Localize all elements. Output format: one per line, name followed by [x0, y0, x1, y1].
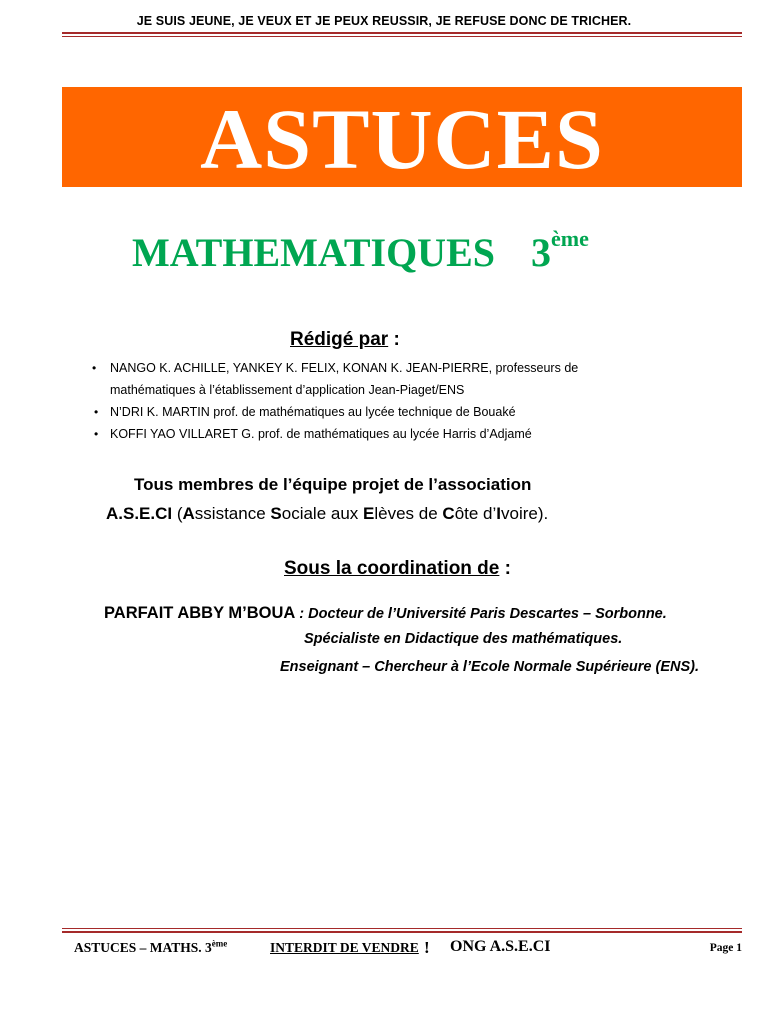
bullet-icon: •	[94, 405, 99, 419]
authors-heading	[290, 329, 400, 351]
author-item	[94, 404, 516, 420]
footer-rule-thin	[62, 928, 742, 929]
footer-notice: INTERDIT DE VENDRE	[270, 940, 419, 955]
coordinator-title: : Docteur de l’Université Paris Descartes – Sorbonne.	[295, 606, 667, 622]
subject-title	[132, 225, 589, 278]
word-cote: ôte d’	[454, 504, 497, 523]
word-assistance: ssistance	[194, 504, 271, 523]
subject-level-sup: ème	[551, 225, 589, 251]
banner-title: ASTUCES	[200, 91, 604, 187]
coordinator-name: PARFAIT ABBY M’BOUA	[104, 604, 296, 622]
initial-e: E	[363, 504, 375, 523]
footer-title	[74, 940, 227, 956]
footer-title-sup: ème	[211, 938, 228, 949]
authors-heading-colon: :	[388, 329, 400, 350]
coordinator-line	[104, 604, 667, 623]
association-line	[106, 504, 548, 524]
subject-name: MATHEMATIQUES	[132, 230, 495, 275]
footer-rule	[62, 931, 742, 933]
author-item-text: N’DRI K. MARTIN prof. de mathématiques au lycée technique de Bouaké	[110, 405, 516, 419]
bullet-icon: •	[94, 427, 99, 441]
word-ivoire: voire).	[501, 504, 549, 523]
footer-title-text: ASTUCES – MATHS. 3	[74, 940, 212, 955]
coordination-heading-colon: :	[499, 558, 511, 579]
initial-s: S	[270, 504, 282, 523]
author-item	[92, 360, 579, 376]
footer-org: ONG A.S.E.CI	[450, 938, 551, 955]
page-number: Page 1	[709, 942, 742, 954]
footer-exclamation: !	[424, 938, 430, 957]
members-line: Tous membres de l’équipe projet de l’association	[134, 475, 532, 494]
bullet-icon: •	[92, 361, 97, 375]
initial-i: I	[496, 504, 502, 523]
author-item-text: KOFFI YAO VILLARET G. prof. de mathématiques au lycée Harris d’Adjamé	[110, 427, 532, 441]
word-sociale: ociale aux	[281, 504, 364, 523]
header-rule-thin	[62, 36, 742, 37]
coordinator-position: Enseignant – Chercheur à l’Ecole Normale Supérieure (ENS).	[280, 659, 700, 675]
initial-a: A	[182, 504, 195, 523]
author-item-continuation	[110, 382, 464, 398]
coordinator-specialty: Spécialiste en Didactique des mathématiques.	[304, 631, 623, 647]
initial-c: C	[442, 504, 455, 523]
header-rule	[62, 32, 742, 34]
coordination-heading	[284, 558, 511, 580]
association-acronym: A.S.E.CI	[106, 504, 173, 523]
author-item-text: mathématiques à l’établissement d’application Jean-Piaget/ENS	[110, 383, 465, 397]
author-item-text: NANGO K. ACHILLE, YANKEY K. FELIX, KONAN K. JEAN-PIERRE, professeurs de	[110, 361, 579, 375]
word-eleves: lèves de	[374, 504, 443, 523]
subject-level: 3	[531, 230, 551, 275]
header-motto: JE SUIS JEUNE, JE VEUX ET JE PEUX REUSSIR, JE REFUSE DONC DE TRICHER.	[136, 14, 632, 28]
paren-open: (	[172, 504, 183, 523]
authors-heading-text: Rédigé par	[290, 329, 389, 350]
author-item	[94, 426, 532, 442]
coordination-heading-text: Sous la coordination de	[284, 558, 500, 579]
